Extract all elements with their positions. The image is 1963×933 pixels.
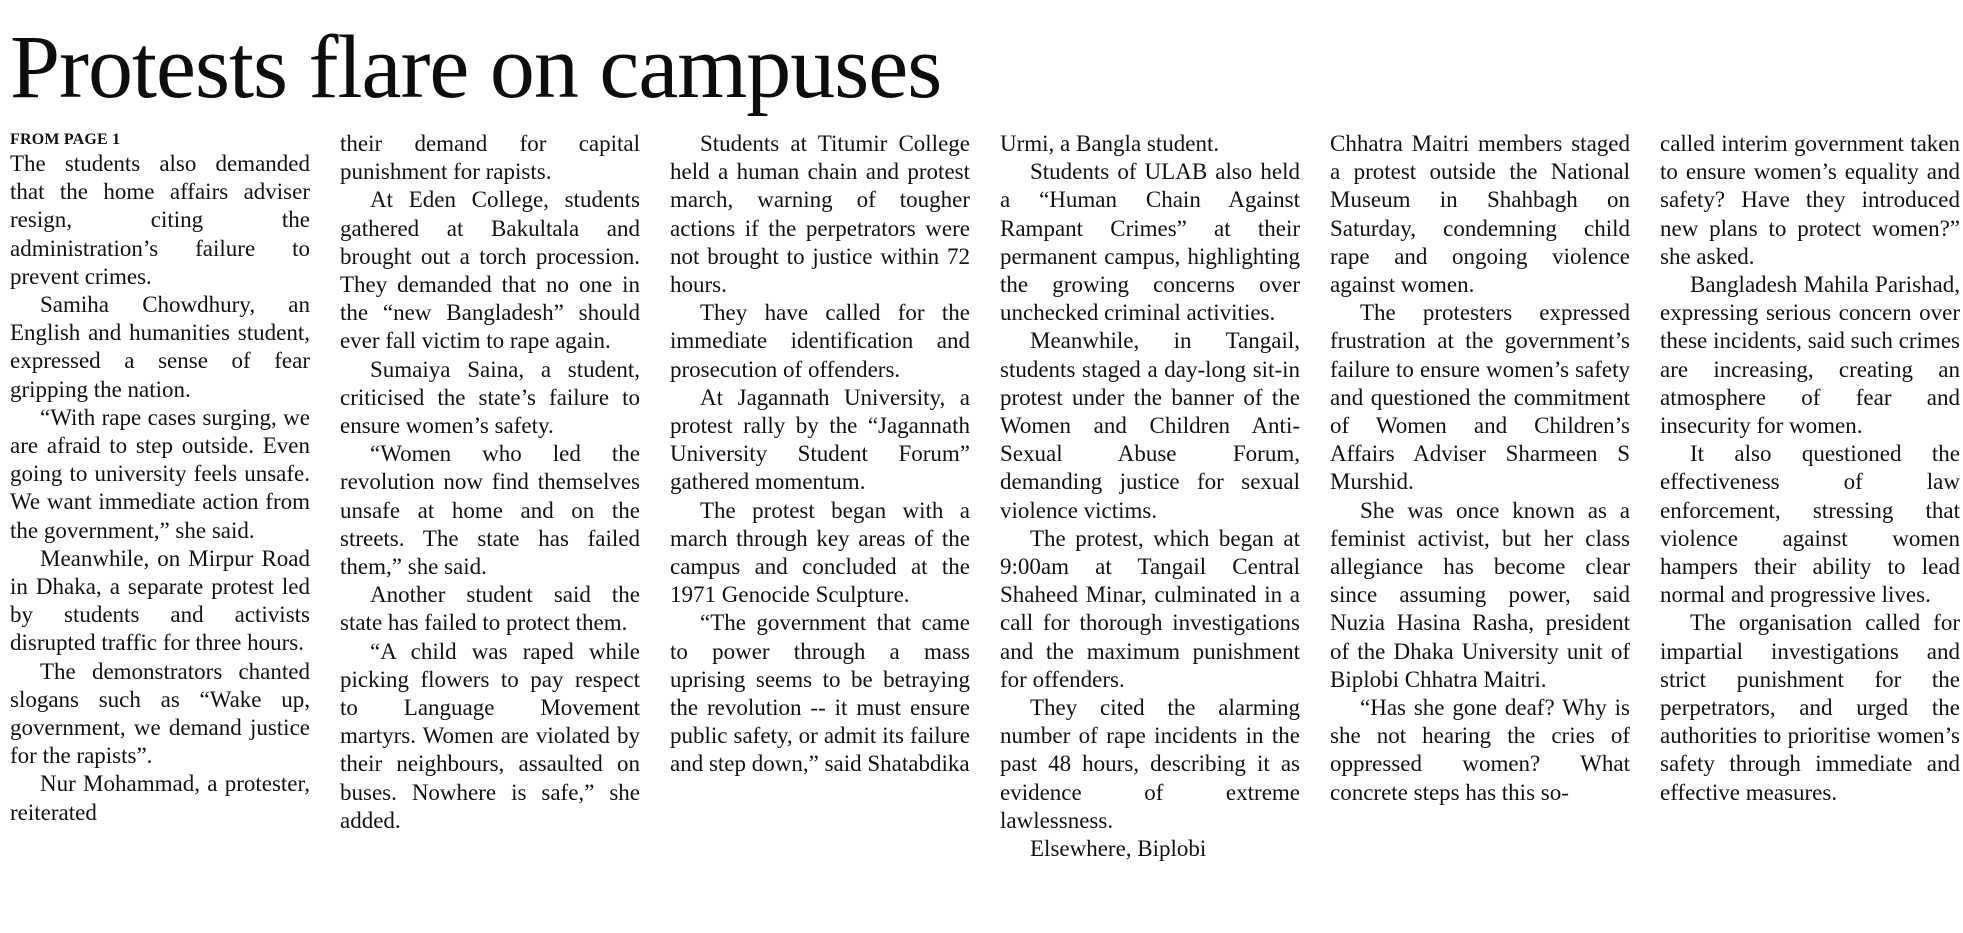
column-3 xyxy=(670,130,970,930)
column-2 xyxy=(340,130,640,930)
paragraph: The students also demanded that the home affairs adviser resign, citing the administration’s failure to prevent crimes. xyxy=(10,151,310,289)
paragraph: “With rape cases surging, we are afraid to step outside. Even going to university feels unsafe. We want immediate action from the government,” she said. xyxy=(10,404,310,543)
paragraph: They cited the alarming number of rape incidents in the past 48 hours, describing it as evidence of extreme lawlessness. xyxy=(1000,695,1300,833)
paragraph: At Jagannath University, a protest rally by the “Jagannath University Student Forum” gathered momentum. xyxy=(670,384,970,495)
article-columns xyxy=(10,130,1960,930)
paragraph: The demonstrators chanted slogans such as “Wake up, government, we demand justice for the rapists”. xyxy=(10,658,310,769)
paragraph: They have called for the immediate identification and prosecution of offenders. xyxy=(670,300,970,382)
paragraph: “Women who led the revolution now find themselves unsafe at home and on the streets. The state has failed them,” she said. xyxy=(340,441,640,580)
paragraph: Meanwhile, on Mirpur Road in Dhaka, a separate protest led by students and activists disrupted traffic for three hours. xyxy=(10,545,310,656)
paragraph: Bangladesh Mahila Parishad, expressing serious concern over these incidents, said such crimes are increasing, creating an atmosphere of fear and insecurity for women. xyxy=(1660,272,1960,439)
paragraph: It also questioned the effectiveness of law enforcement, stressing that violence against women hampers their ability to lead normal and progressive lives. xyxy=(1660,441,1960,608)
paragraph: The organisation called for impartial investigations and strict punishment for the perpetrators, and urged the authorities to prioritise women’s safety through immediate and effective measures. xyxy=(1660,610,1960,805)
paragraph: Chhatra Maitri members staged a protest outside the National Museum in Shahbagh on Saturday, condemning child rape and ongoing violence against women. xyxy=(1330,131,1630,298)
paragraph: “The government that came to power through a mass uprising seems to be betraying the revolution -- it must ensure public safety, or admit its failure and step down,” said Shatabdika xyxy=(670,610,970,777)
paragraph: their demand for capital punishment for rapists. xyxy=(340,131,640,185)
column-4 xyxy=(1000,130,1300,930)
paragraph: “A child was raped while picking flowers to pay respect to Language Movement martyrs. Women are violated by their neighbours, assaulted on buses. Nowhere is safe,” she added. xyxy=(340,638,640,833)
paragraph: Elsewhere, Biplobi xyxy=(1030,836,1207,862)
paragraph: called interim government taken to ensure women’s equality and safety? Have they introduced new plans to protect women?” she asked. xyxy=(1660,131,1960,269)
paragraph: “Has she gone deaf? Why is she not hearing the cries of oppressed women? What concrete steps has this so- xyxy=(1330,695,1630,805)
paragraph: The protest began with a march through key areas of the campus and concluded at the 1971 Genocide Sculpture. xyxy=(670,497,970,608)
kicker-from-page: FROM PAGE 1 xyxy=(10,131,121,148)
paragraph: Urmi, a Bangla student. xyxy=(1000,131,1220,156)
column-5 xyxy=(1330,130,1630,930)
paragraph: Students of ULAB also held a “Human Chain Against Rampant Crimes” at their permanent campus, highlighting the growing concerns over unchecked criminal activities. xyxy=(1000,159,1300,326)
headline: Protests flare on campuses xyxy=(10,18,942,117)
paragraph: Samiha Chowdhury, an English and humanities student, expressed a sense of fear gripping the nation. xyxy=(10,292,310,402)
paragraph: The protest, which began at 9:00am at Tangail Central Shaheed Minar, culminated in a call for thorough investigations and the maximum punishment for offenders. xyxy=(1000,525,1300,692)
paragraph: The protesters expressed frustration at the government’s failure to ensure women’s safety and questioned the commitment of Women and Children’s Affairs Adviser Sharmeen S Murshid. xyxy=(1330,300,1630,495)
column-1 xyxy=(10,130,310,930)
paragraph: At Eden College, students gathered at Bakultala and brought out a torch procession. They demanded that no one in the “new Bangladesh” should ever fall victim to rape again. xyxy=(340,187,640,354)
paragraph: Students at Titumir College held a human chain and protest march, warning of tougher actions if the perpetrators were not brought to justice within 72 hours. xyxy=(670,131,970,298)
paragraph: She was once known as a feminist activist, but her class allegiance has become clear since assuming power, said Nuzia Hasina Rasha, president of the Dhaka University unit of Biplobi Chhatra Maitri. xyxy=(1330,497,1630,692)
column-6 xyxy=(1660,130,1960,930)
paragraph: Sumaiya Saina, a student, criticised the state’s failure to ensure women’s safety. xyxy=(340,356,640,439)
paragraph: Meanwhile, in Tangail, students staged a day-long sit-in protest under the banner of the Women and Children Anti-Sexual Abuse Forum, demanding justice for sexual violence victims. xyxy=(1000,328,1300,523)
paragraph: Nur Mohammad, a protester, reiterated xyxy=(10,771,310,825)
paragraph: Another student said the state has failed to protect them. xyxy=(340,582,640,636)
